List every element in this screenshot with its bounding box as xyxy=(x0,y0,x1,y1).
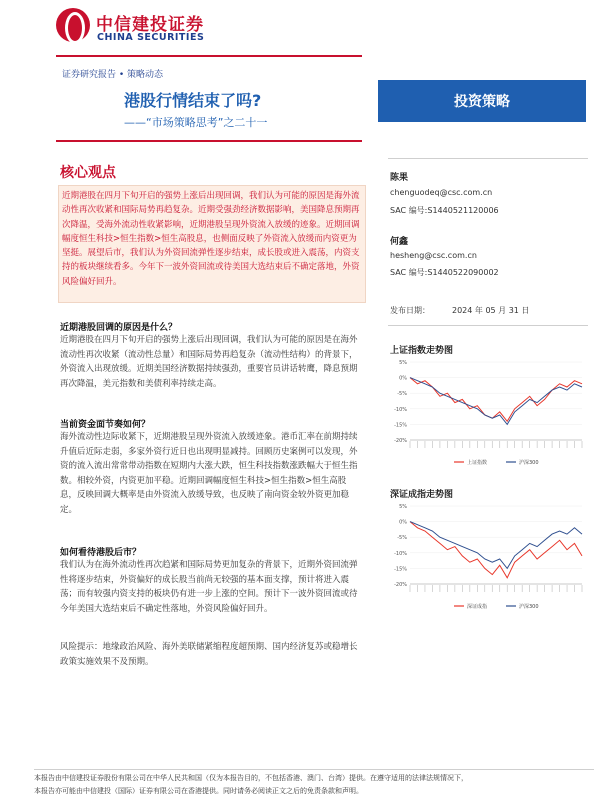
footer-line-1: 本报告由中信建投证券股份有限公司在中华人民共和国（仅为本报告目的，不包括香港、澳门、台湾）提供。在遵守适用的法律法规情况下， xyxy=(34,774,468,782)
logo-en-text: CHINA SECURITIES xyxy=(97,32,205,43)
section-heading-1: 近期港股回调的原因是什么？ xyxy=(60,323,178,333)
section-heading-3: 如何看待港股后市？ xyxy=(60,548,142,558)
y-tick-label: -5% xyxy=(397,535,407,542)
report-title: 港股行情结束了吗? xyxy=(124,91,262,110)
footer-rule xyxy=(34,769,594,770)
y-tick-label: -15% xyxy=(394,422,407,429)
chart-title-2: 深证成指走势图 xyxy=(390,490,454,500)
section-text-3: 我们认为在海外流动性再次趋紧和国际局势更加复杂的背景下，近期外资回流弹性将逐步结束，外资偏好的成长股当前尚无较强的基本面支撑，预计将进入震荡；而有较强内资支持的板块仍有进一步上涨的空间。预计下一波外资回流或待今年美国大选结束后不确定性落地，外资风险偏好回升。 xyxy=(60,560,358,614)
y-tick-label: 0% xyxy=(399,375,407,382)
company-logo-icon xyxy=(56,8,90,42)
chart-shanghai-index xyxy=(388,356,588,474)
legend-label: 沪深300 xyxy=(519,604,539,610)
y-tick-label: -10% xyxy=(394,550,407,557)
y-tick-label: 5% xyxy=(399,504,407,510)
sidebar-rule-top xyxy=(388,158,588,159)
section-heading-2: 当前资金面节奏如何？ xyxy=(60,420,151,430)
footer-line-2: 本报告亦可能由中信建投（国际）证券有限公司在香港提供。同时请务必阅读正文之后的免责条款和声明。 xyxy=(34,787,363,795)
y-tick-label: -5% xyxy=(397,391,407,398)
series-line-0 xyxy=(410,378,582,422)
analyst-sac-1: SAC 编号:S1440521120006 xyxy=(390,206,499,215)
category-banner xyxy=(378,80,586,122)
core-view-heading: 核心观点 xyxy=(60,165,116,181)
logo-cn-text: 中信建投证券 xyxy=(96,15,204,35)
analyst-email-1: chenguodeq@csc.com.cn xyxy=(390,188,493,197)
y-tick-label: -10% xyxy=(394,406,407,413)
chart-title-1: 上证指数走势图 xyxy=(390,346,454,356)
chart-shenzhen-index xyxy=(388,500,588,618)
analyst-sac-2: SAC 编号:S1440522090002 xyxy=(390,268,499,277)
y-tick-label: -20% xyxy=(394,438,407,444)
analyst-name-1: 陈果 xyxy=(390,173,409,183)
section-text-2: 海外流动性边际收紧下，近期港股呈现外资流入放缓迹象。港币汇率在前期持续升值后近际走弱，多家外资行近日也出现明显减持。回顾历史案例可以发现，外资的流入流出常常带动指数在短期内大涨大跌，恒生科技指数涨跌幅大于恒生指数。相较外资，内资更加平稳。近期回调幅度恒生科技>恒生指数>恒生高股息，反映回调大概率是由外资流入放缓导致，也反映了南向资金较外资更加稳定。 xyxy=(60,432,358,515)
legend-label: 深证成指 xyxy=(467,604,488,610)
series-line-1 xyxy=(410,378,582,425)
series-line-0 xyxy=(410,522,582,578)
section-text-1: 近期港股在四月下旬开启的强势上涨后出现回调，我们认为可能的原因是在海外流动性再次收紧（流动性总量）和国际局势再趋复杂（流动性结构）的背景下，外资流入出现放缓。近期美国经济数据持续强劲，重要官员讲话转鹰，降息预期再次降温，美元指数和美债利率持续走高。 xyxy=(60,335,358,389)
report-subtitle: ——“市场策略思考”之二十一 xyxy=(124,116,268,129)
series-line-1 xyxy=(410,522,582,569)
sidebar-rule-mid xyxy=(388,325,588,326)
legend-label: 沪深300 xyxy=(519,460,539,466)
y-tick-label: -20% xyxy=(394,582,407,588)
core-view-text: 近期港股在四月下旬开启的强势上涨后出现回调，我们认为可能的原因是海外流动性再次收紧和国际局势再趋复杂。近期受强劲经济数据影响，美国降息预期再次降温，受海外流动性收紧影响，近期港股呈现外资流入放缓的迹象。近期回调幅度恒生科技>恒生指数>恒生高股息，也侧面反映了外资流入放缓而内资更为坚挺。展望后市，我们认为外资回流弹性逐步结束，成长股或进入震荡，内资支持的板块继续看多。今年下一波外资回流或待美国大选结束后不确定落地，外资风险偏好回升。 xyxy=(62,191,360,287)
risk-warning: 风险提示：地缘政治风险、海外美联储紧缩程度超预期、国内经济复苏或稳增长政策实施效果不及预期。 xyxy=(60,642,358,667)
y-tick-label: 5% xyxy=(399,360,407,366)
publish-date: 2024 年 05 月 31 日 xyxy=(452,306,530,315)
y-tick-label: -15% xyxy=(394,566,407,573)
breadcrumb: 证券研究报告 • 策略动态 xyxy=(62,70,164,80)
publish-label: 发布日期： xyxy=(390,306,430,315)
y-tick-label: 0% xyxy=(399,519,407,526)
legend-label: 上证指数 xyxy=(467,460,488,466)
title-rule xyxy=(56,140,362,142)
header-rule xyxy=(56,55,362,57)
category-banner-label: 投资策略 xyxy=(454,94,510,110)
analyst-email-2: hesheng@csc.com.cn xyxy=(390,251,477,260)
analyst-name-2: 何鑫 xyxy=(390,237,409,247)
